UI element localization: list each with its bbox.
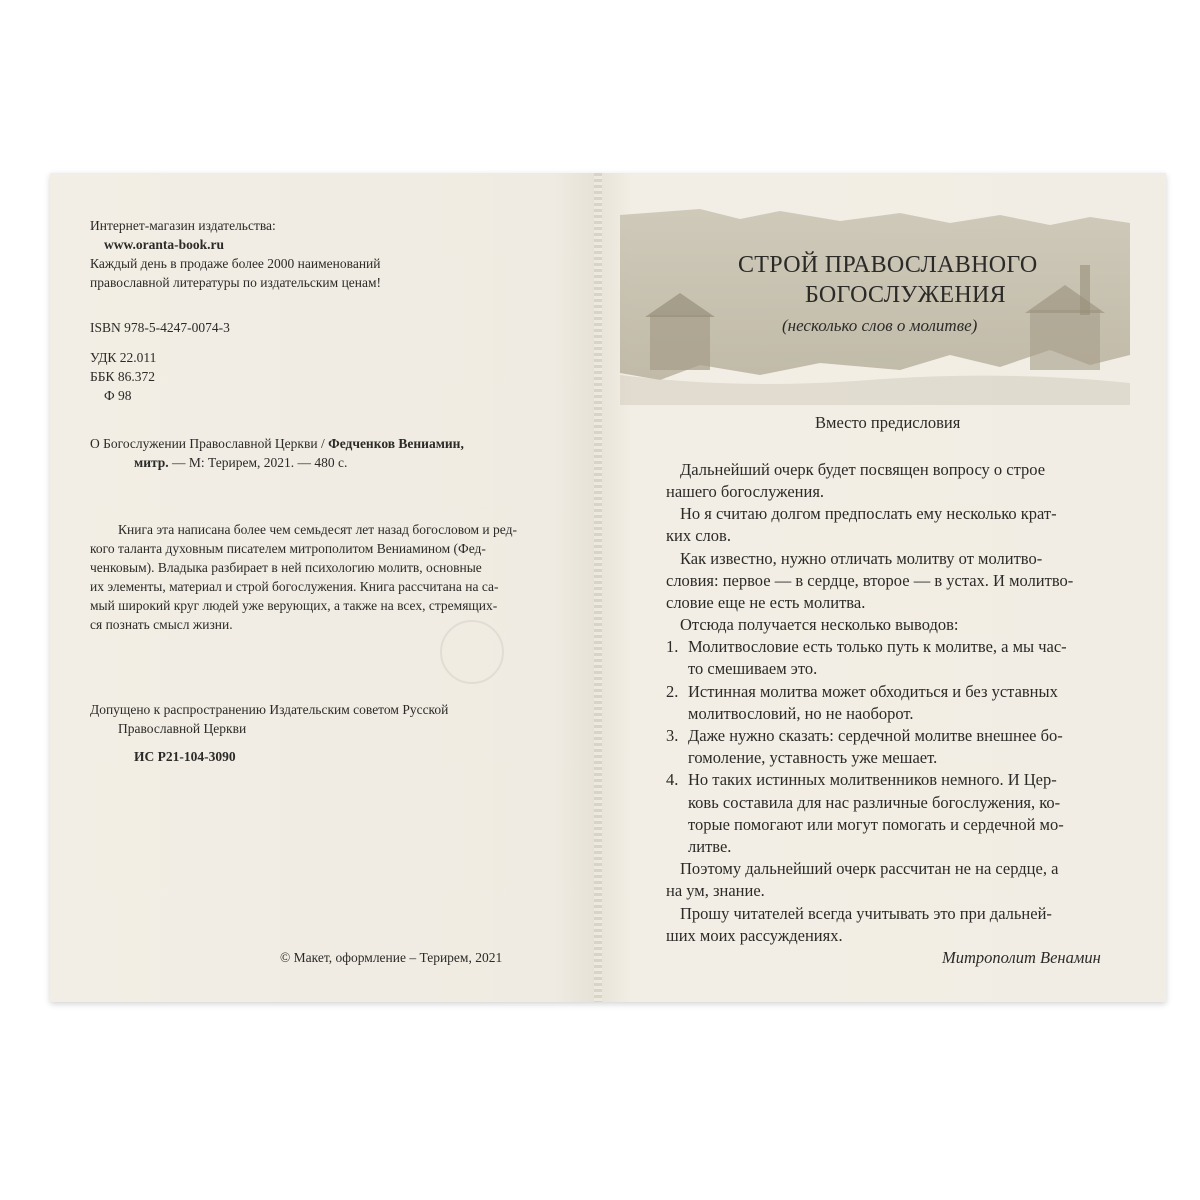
citation-line-2 [134, 453, 347, 472]
copyright: © Макет, оформление – Терирем, 2021 [280, 950, 503, 965]
signature: Митрополит Венамин [942, 948, 1101, 967]
closing-line: Прошу читателей всегда учитывать это при дальней- [680, 904, 1052, 923]
list-item-line: молитвословий, но не наоборот. [688, 704, 914, 723]
annotation-line: Книга эта написана более чем семьдесят лет назад богословом и ред- [118, 522, 517, 537]
store-label: Интернет-магазин издательства: [90, 218, 276, 233]
list-item-line: гомоление, уставность уже мешает. [688, 748, 938, 767]
promo-line-2: православной литературы по издательским ценам! [90, 275, 382, 290]
list-number: 1. [666, 637, 679, 656]
annotation-line: кого таланта духовным писателем митрополитом Вениамином (Фед- [90, 541, 486, 556]
body-line: нашего богослужения. [666, 482, 825, 501]
body-line: Отсюда получается несколько выводов: [680, 615, 959, 634]
list-item-line: литве. [688, 837, 732, 856]
list-item-line: Даже нужно сказать: сердечной молитве внешнее бо- [688, 726, 1063, 745]
section-heading: Вместо предисловия [815, 413, 961, 432]
body-line: ких слов. [666, 526, 731, 545]
list-number: 3. [666, 726, 679, 745]
promo-line-1: Каждый день в продаже более 2000 наименований [90, 256, 381, 271]
list-number: 4. [666, 770, 679, 789]
body-line: Как известно, нужно отличать молитву от молитво- [680, 549, 1043, 568]
citation-line-1 [90, 434, 464, 453]
approval-line-1: Допущено к распространению Издательским советом Русской [90, 702, 449, 717]
list-item-line: ковь составила для нас различные богослужения, ко- [688, 793, 1061, 812]
chapter-title-line-2: БОГОСЛУЖЕНИЯ [805, 282, 1006, 308]
annotation-line: ченковым). Владыка разбирает в ней психологию молитв, основные [90, 560, 482, 575]
list-item-line: Истинная молитва может обходиться и без уставных [688, 682, 1058, 701]
closing-line: на ум, знание. [666, 881, 765, 900]
chapter-title-line-1: СТРОЙ ПРАВОСЛАВНОГО [738, 252, 1038, 278]
annotation-line: мый широкий круг людей уже верующих, а также на всех, стремящих- [90, 598, 498, 613]
approval-line-2: Православной Церкви [118, 721, 247, 736]
body-line: Но я считаю долгом предпослать ему несколько крат- [680, 504, 1057, 523]
body-line: Дальнейший очерк будет посвящен вопросу о строе [680, 460, 1046, 479]
annotation-line: ся познать смысл жизни. [90, 617, 233, 632]
citation-rank: митр. [134, 455, 169, 470]
closing-line: ших моих рассуждениях. [666, 926, 843, 945]
classification-code: Ф 98 [104, 388, 132, 403]
udk: УДК 22.011 [90, 350, 157, 365]
isbn: ISBN 978-5-4247-0074-3 [90, 320, 230, 335]
bbk: ББК 86.372 [90, 369, 156, 384]
list-item-line: Но таких истинных молитвенников немного. И Цер- [688, 770, 1057, 789]
annotation-line: их элементы, материал и строй богослужения. Книга рассчитана на са- [90, 579, 499, 594]
approval-code: ИС Р21-104-3090 [134, 749, 236, 764]
body-line: словия: первое — в сердце, второе — в устах. И молитво- [666, 571, 1074, 590]
list-item-line: торые помогают или могут помогать и сердечной мо- [688, 815, 1064, 834]
citation-title: О Богослужении Православной Церкви / [90, 436, 329, 451]
citation-imprint: — М: Терирем, 2021. — 480 с. [168, 455, 348, 470]
closing-line: Поэтому дальнейший очерк рассчитан не на сердце, а [680, 859, 1059, 878]
citation-author: Федченков Вениамин, [328, 436, 464, 451]
book-spine [594, 173, 602, 1002]
store-url: www.oranta-book.ru [104, 237, 225, 252]
list-item-line: то смешиваем это. [688, 659, 818, 678]
list-item-line: Молитвословие есть только путь к молитве, а мы час- [688, 637, 1067, 656]
list-number: 2. [666, 682, 679, 701]
chapter-subtitle: (несколько слов о молитве) [782, 316, 978, 335]
body-line: словие еще не есть молитва. [666, 593, 866, 612]
